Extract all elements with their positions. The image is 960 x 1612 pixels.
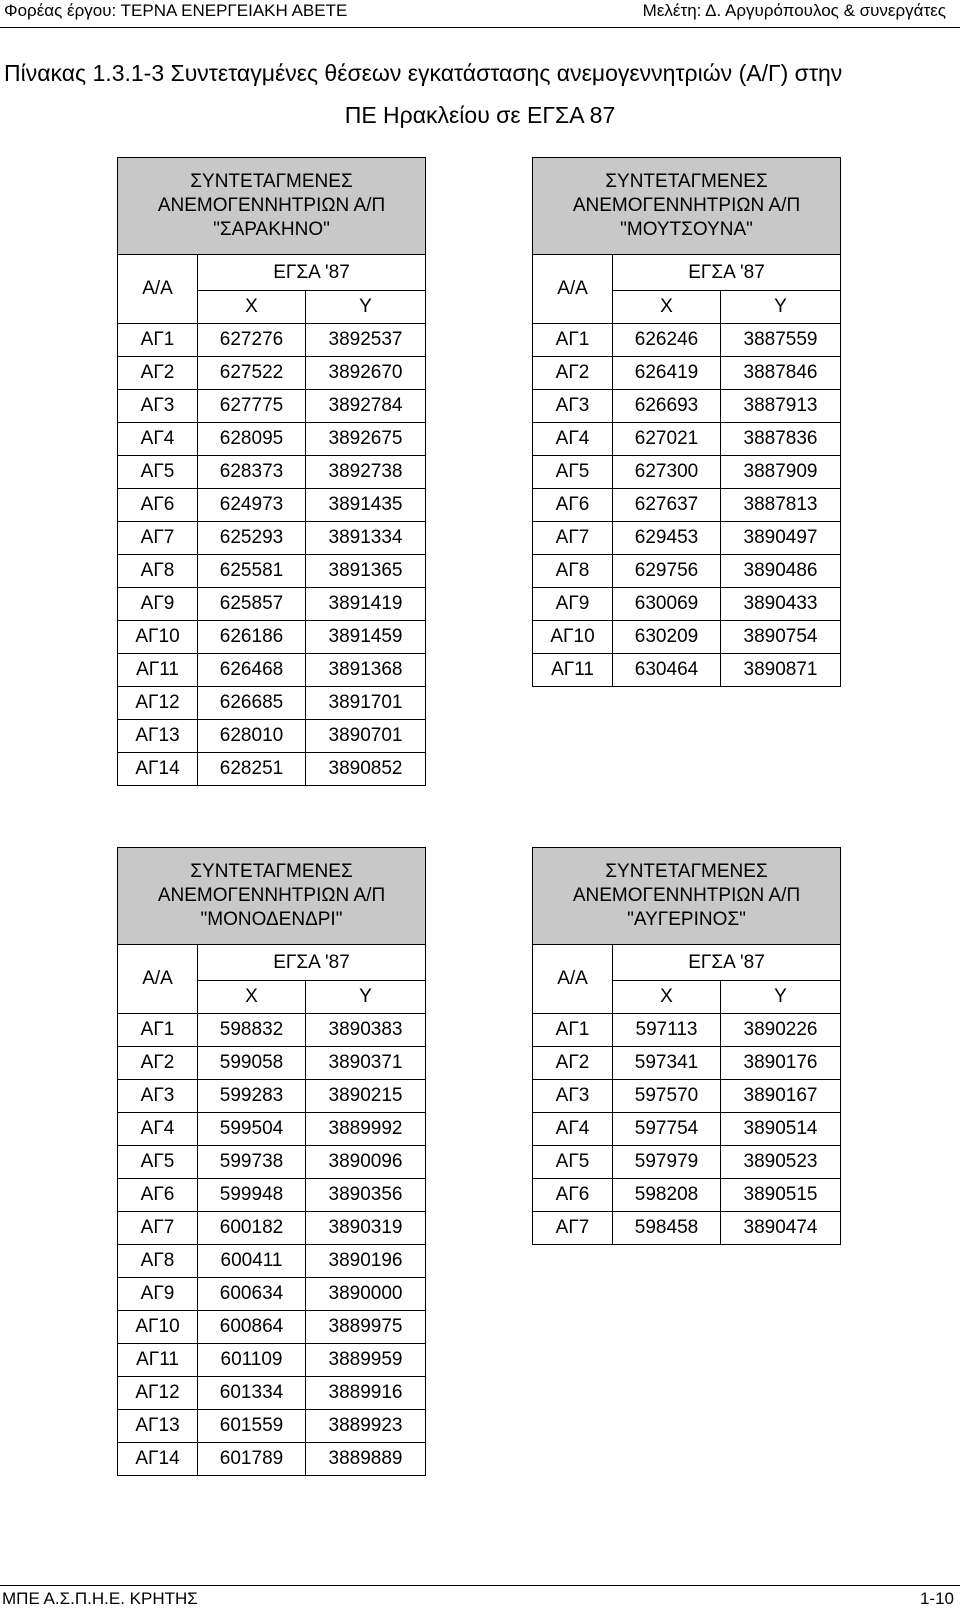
table-title-line: "ΑΥΓΕΡΙΝΟΣ" <box>627 909 746 930</box>
cell-x: 629756 <box>613 555 721 588</box>
cell-x: 601559 <box>198 1410 306 1443</box>
cell-x: 626246 <box>613 324 721 357</box>
column-header-system: ΕΓΣΑ '87 <box>198 255 426 291</box>
table-title-line: "ΜΟΝΟΔΕΝΔΡΙ" <box>200 909 343 930</box>
cell-turbine-id: ΑΓ11 <box>118 654 198 687</box>
cell-x: 626693 <box>613 390 721 423</box>
coordinates-table-monodendri <box>117 847 426 1476</box>
cell-y: 3890319 <box>306 1212 426 1245</box>
table-row <box>533 522 841 555</box>
table-row <box>533 621 841 654</box>
cell-x: 626468 <box>198 654 306 687</box>
cell-x: 600864 <box>198 1311 306 1344</box>
table-row <box>118 1245 426 1278</box>
cell-turbine-id: ΑΓ5 <box>118 456 198 489</box>
cell-y: 3892670 <box>306 357 426 390</box>
cell-x: 599058 <box>198 1047 306 1080</box>
cell-x: 600182 <box>198 1212 306 1245</box>
table-title <box>118 158 426 255</box>
cell-x: 599504 <box>198 1113 306 1146</box>
cell-x: 626685 <box>198 687 306 720</box>
cell-y: 3889916 <box>306 1377 426 1410</box>
column-header-system: ΕΓΣΑ '87 <box>198 945 426 981</box>
table-title <box>118 848 426 945</box>
cell-turbine-id: ΑΓ7 <box>118 522 198 555</box>
column-header-aa: Α/Α <box>118 945 198 1014</box>
column-header-system: ΕΓΣΑ '87 <box>613 945 841 981</box>
table-title-line: ΑΝΕΜΟΓΕΝΝΗΤΡΙΩΝ Α/Π <box>572 885 801 906</box>
cell-x: 630464 <box>613 654 721 687</box>
cell-y: 3890371 <box>306 1047 426 1080</box>
cell-y: 3892675 <box>306 423 426 456</box>
cell-x: 601109 <box>198 1344 306 1377</box>
table-row <box>533 1047 841 1080</box>
table-row <box>118 1014 426 1047</box>
cell-turbine-id: ΑΓ2 <box>118 1047 198 1080</box>
cell-turbine-id: ΑΓ5 <box>533 456 613 489</box>
table-title-line: ΑΝΕΜΟΓΕΝΝΗΤΡΙΩΝ Α/Π <box>157 885 386 906</box>
table-row <box>533 1146 841 1179</box>
coordinates-table-avgerinos <box>532 847 841 1245</box>
header-divider <box>0 27 960 28</box>
table-row <box>118 1113 426 1146</box>
cell-y: 3887846 <box>721 357 841 390</box>
cell-turbine-id: ΑΓ7 <box>533 1212 613 1245</box>
cell-y: 3890514 <box>721 1113 841 1146</box>
cell-turbine-id: ΑΓ2 <box>533 1047 613 1080</box>
cell-y: 3890515 <box>721 1179 841 1212</box>
cell-turbine-id: ΑΓ1 <box>118 1014 198 1047</box>
cell-y: 3891334 <box>306 522 426 555</box>
table-row <box>533 1113 841 1146</box>
cell-x: 599738 <box>198 1146 306 1179</box>
cell-x: 627775 <box>198 390 306 423</box>
cell-turbine-id: ΑΓ1 <box>533 1014 613 1047</box>
cell-turbine-id: ΑΓ10 <box>118 1311 198 1344</box>
table-row <box>118 621 426 654</box>
table-row <box>533 1212 841 1245</box>
cell-turbine-id: ΑΓ9 <box>533 588 613 621</box>
cell-x: 628373 <box>198 456 306 489</box>
cell-y: 3889959 <box>306 1344 426 1377</box>
table-row <box>118 489 426 522</box>
table-row <box>118 423 426 456</box>
cell-turbine-id: ΑΓ12 <box>118 1377 198 1410</box>
cell-turbine-id: ΑΓ7 <box>533 522 613 555</box>
column-header-x: X <box>198 291 306 324</box>
column-header-aa: Α/Α <box>533 945 613 1014</box>
column-header-system: ΕΓΣΑ '87 <box>613 255 841 291</box>
cell-x: 627021 <box>613 423 721 456</box>
table-row <box>533 588 841 621</box>
cell-y: 3889923 <box>306 1410 426 1443</box>
table-row <box>533 1179 841 1212</box>
cell-x: 627276 <box>198 324 306 357</box>
column-header-y: Y <box>721 291 841 324</box>
cell-y: 3887559 <box>721 324 841 357</box>
cell-x: 600411 <box>198 1245 306 1278</box>
column-header-y: Y <box>306 291 426 324</box>
cell-turbine-id: ΑΓ1 <box>533 324 613 357</box>
cell-x: 628251 <box>198 753 306 786</box>
cell-turbine-id: ΑΓ3 <box>118 390 198 423</box>
cell-x: 630069 <box>613 588 721 621</box>
cell-x: 627637 <box>613 489 721 522</box>
cell-y: 3891365 <box>306 555 426 588</box>
cell-y: 3891459 <box>306 621 426 654</box>
cell-x: 624973 <box>198 489 306 522</box>
table-row <box>118 1377 426 1410</box>
table-row <box>533 390 841 423</box>
cell-turbine-id: ΑΓ2 <box>118 357 198 390</box>
cell-turbine-id: ΑΓ11 <box>533 654 613 687</box>
table-title <box>533 158 841 255</box>
cell-x: 627300 <box>613 456 721 489</box>
cell-x: 597979 <box>613 1146 721 1179</box>
cell-turbine-id: ΑΓ8 <box>118 555 198 588</box>
cell-turbine-id: ΑΓ14 <box>118 753 198 786</box>
table-title-line: "ΜΟΥΤΣΟΥΝΑ" <box>620 219 753 240</box>
cell-turbine-id: ΑΓ8 <box>118 1245 198 1278</box>
table-row <box>533 489 841 522</box>
cell-x: 597113 <box>613 1014 721 1047</box>
cell-x: 598832 <box>198 1014 306 1047</box>
cell-y: 3892738 <box>306 456 426 489</box>
column-header-x: X <box>198 981 306 1014</box>
cell-turbine-id: ΑΓ6 <box>533 1179 613 1212</box>
cell-turbine-id: ΑΓ4 <box>118 1113 198 1146</box>
cell-y: 3890167 <box>721 1080 841 1113</box>
cell-turbine-id: ΑΓ4 <box>533 423 613 456</box>
cell-y: 3889889 <box>306 1443 426 1476</box>
footer-divider <box>0 1585 960 1586</box>
coordinates-table-moutsouna <box>532 157 841 687</box>
cell-y: 3890754 <box>721 621 841 654</box>
table-row <box>533 324 841 357</box>
cell-y: 3890356 <box>306 1179 426 1212</box>
cell-turbine-id: ΑΓ4 <box>533 1113 613 1146</box>
table-row <box>118 1047 426 1080</box>
table-row <box>118 753 426 786</box>
cell-x: 625581 <box>198 555 306 588</box>
cell-turbine-id: ΑΓ12 <box>118 687 198 720</box>
cell-y: 3890196 <box>306 1245 426 1278</box>
column-header-aa: Α/Α <box>118 255 198 324</box>
cell-x: 599283 <box>198 1080 306 1113</box>
table-title-line: "ΣΑΡΑΚΗΝΟ" <box>213 219 330 240</box>
table-row <box>118 1311 426 1344</box>
cell-y: 3890852 <box>306 753 426 786</box>
table-row <box>118 654 426 687</box>
table-row <box>533 456 841 489</box>
table-row <box>118 390 426 423</box>
table-row <box>118 456 426 489</box>
cell-turbine-id: ΑΓ5 <box>533 1146 613 1179</box>
column-header-y: Y <box>721 981 841 1014</box>
cell-turbine-id: ΑΓ10 <box>533 621 613 654</box>
cell-y: 3890701 <box>306 720 426 753</box>
cell-turbine-id: ΑΓ3 <box>118 1080 198 1113</box>
column-header-aa: Α/Α <box>533 255 613 324</box>
table-row <box>118 1278 426 1311</box>
cell-turbine-id: ΑΓ14 <box>118 1443 198 1476</box>
cell-turbine-id: ΑΓ3 <box>533 390 613 423</box>
cell-y: 3891419 <box>306 588 426 621</box>
coordinates-table-sarakino <box>117 157 426 786</box>
cell-x: 598458 <box>613 1212 721 1245</box>
cell-y: 3890383 <box>306 1014 426 1047</box>
header-project-owner: Φορέας έργου: ΤΕΡΝΑ ΕΝΕΡΓΕΙΑΚΗ ΑΒΕΤΕ <box>4 1 348 20</box>
table-row <box>533 555 841 588</box>
cell-x: 598208 <box>613 1179 721 1212</box>
cell-turbine-id: ΑΓ10 <box>118 621 198 654</box>
cell-y: 3889975 <box>306 1311 426 1344</box>
column-header-x: X <box>613 981 721 1014</box>
cell-y: 3892537 <box>306 324 426 357</box>
table-title <box>533 848 841 945</box>
cell-x: 625293 <box>198 522 306 555</box>
table-title-line: ΣΥΝΤΕΤΑΓΜΕΝΕΣ <box>605 861 768 882</box>
cell-x: 625857 <box>198 588 306 621</box>
header-study-author: Μελέτη: Δ. Αργυρόπουλος & συνεργάτες <box>642 1 946 20</box>
cell-x: 626186 <box>198 621 306 654</box>
table-row <box>533 423 841 456</box>
table-row <box>118 357 426 390</box>
cell-y: 3890096 <box>306 1146 426 1179</box>
table-row <box>118 687 426 720</box>
cell-x: 629453 <box>613 522 721 555</box>
cell-x: 601789 <box>198 1443 306 1476</box>
cell-turbine-id: ΑΓ6 <box>118 1179 198 1212</box>
cell-y: 3890000 <box>306 1278 426 1311</box>
cell-turbine-id: ΑΓ13 <box>118 1410 198 1443</box>
table-row <box>533 654 841 687</box>
cell-turbine-id: ΑΓ5 <box>118 1146 198 1179</box>
cell-turbine-id: ΑΓ13 <box>118 720 198 753</box>
cell-y: 3887836 <box>721 423 841 456</box>
footer-document-title: ΜΠΕ Α.Σ.Π.Η.Ε. ΚΡΗΤΗΣ <box>2 1589 198 1608</box>
cell-x: 628010 <box>198 720 306 753</box>
table-row <box>118 588 426 621</box>
cell-turbine-id: ΑΓ1 <box>118 324 198 357</box>
cell-x: 628095 <box>198 423 306 456</box>
cell-y: 3890871 <box>721 654 841 687</box>
cell-x: 597341 <box>613 1047 721 1080</box>
table-row <box>118 324 426 357</box>
cell-y: 3887909 <box>721 456 841 489</box>
cell-y: 3889992 <box>306 1113 426 1146</box>
cell-y: 3890215 <box>306 1080 426 1113</box>
cell-x: 627522 <box>198 357 306 390</box>
column-header-y: Y <box>306 981 426 1014</box>
cell-turbine-id: ΑΓ4 <box>118 423 198 456</box>
cell-x: 626419 <box>613 357 721 390</box>
cell-x: 600634 <box>198 1278 306 1311</box>
table-title-line: ΑΝΕΜΟΓΕΝΝΗΤΡΙΩΝ Α/Π <box>157 195 386 216</box>
table-row <box>533 1080 841 1113</box>
cell-turbine-id: ΑΓ9 <box>118 588 198 621</box>
cell-y: 3890497 <box>721 522 841 555</box>
cell-y: 3890474 <box>721 1212 841 1245</box>
table-title-line: ΣΥΝΤΕΤΑΓΜΕΝΕΣ <box>190 171 353 192</box>
cell-turbine-id: ΑΓ7 <box>118 1212 198 1245</box>
table-caption-line-2: ΠΕ Ηρακλείου σε ΕΓΣΑ 87 <box>344 102 616 128</box>
table-row <box>118 1443 426 1476</box>
table-row <box>118 1410 426 1443</box>
column-header-x: X <box>613 291 721 324</box>
cell-y: 3887813 <box>721 489 841 522</box>
cell-y: 3891368 <box>306 654 426 687</box>
cell-y: 3890226 <box>721 1014 841 1047</box>
table-title-line: ΣΥΝΤΕΤΑΓΜΕΝΕΣ <box>190 861 353 882</box>
cell-y: 3890433 <box>721 588 841 621</box>
cell-y: 3892784 <box>306 390 426 423</box>
table-row <box>118 522 426 555</box>
cell-turbine-id: ΑΓ2 <box>533 357 613 390</box>
table-row <box>118 1344 426 1377</box>
cell-turbine-id: ΑΓ6 <box>533 489 613 522</box>
cell-turbine-id: ΑΓ9 <box>118 1278 198 1311</box>
cell-y: 3890176 <box>721 1047 841 1080</box>
table-row <box>533 357 841 390</box>
table-title-line: ΣΥΝΤΕΤΑΓΜΕΝΕΣ <box>605 171 768 192</box>
cell-x: 601334 <box>198 1377 306 1410</box>
cell-x: 630209 <box>613 621 721 654</box>
table-caption-line-1: Πίνακας 1.3.1-3 Συντεταγμένες θέσεων εγκατάστασης ανεμογεννητριών (Α/Γ) στην <box>4 60 843 86</box>
table-row <box>118 555 426 588</box>
table-row <box>118 720 426 753</box>
cell-y: 3891701 <box>306 687 426 720</box>
cell-x: 597570 <box>613 1080 721 1113</box>
cell-y: 3890486 <box>721 555 841 588</box>
cell-turbine-id: ΑΓ3 <box>533 1080 613 1113</box>
table-row <box>118 1212 426 1245</box>
cell-x: 599948 <box>198 1179 306 1212</box>
footer-page-number: 1-10 <box>919 1589 954 1608</box>
cell-turbine-id: ΑΓ6 <box>118 489 198 522</box>
table-row <box>533 1014 841 1047</box>
cell-y: 3890523 <box>721 1146 841 1179</box>
table-row <box>118 1179 426 1212</box>
cell-turbine-id: ΑΓ11 <box>118 1344 198 1377</box>
cell-y: 3891435 <box>306 489 426 522</box>
cell-turbine-id: ΑΓ8 <box>533 555 613 588</box>
table-title-line: ΑΝΕΜΟΓΕΝΝΗΤΡΙΩΝ Α/Π <box>572 195 801 216</box>
table-row <box>118 1146 426 1179</box>
page-header <box>0 0 960 26</box>
cell-x: 597754 <box>613 1113 721 1146</box>
cell-y: 3887913 <box>721 390 841 423</box>
table-row <box>118 1080 426 1113</box>
